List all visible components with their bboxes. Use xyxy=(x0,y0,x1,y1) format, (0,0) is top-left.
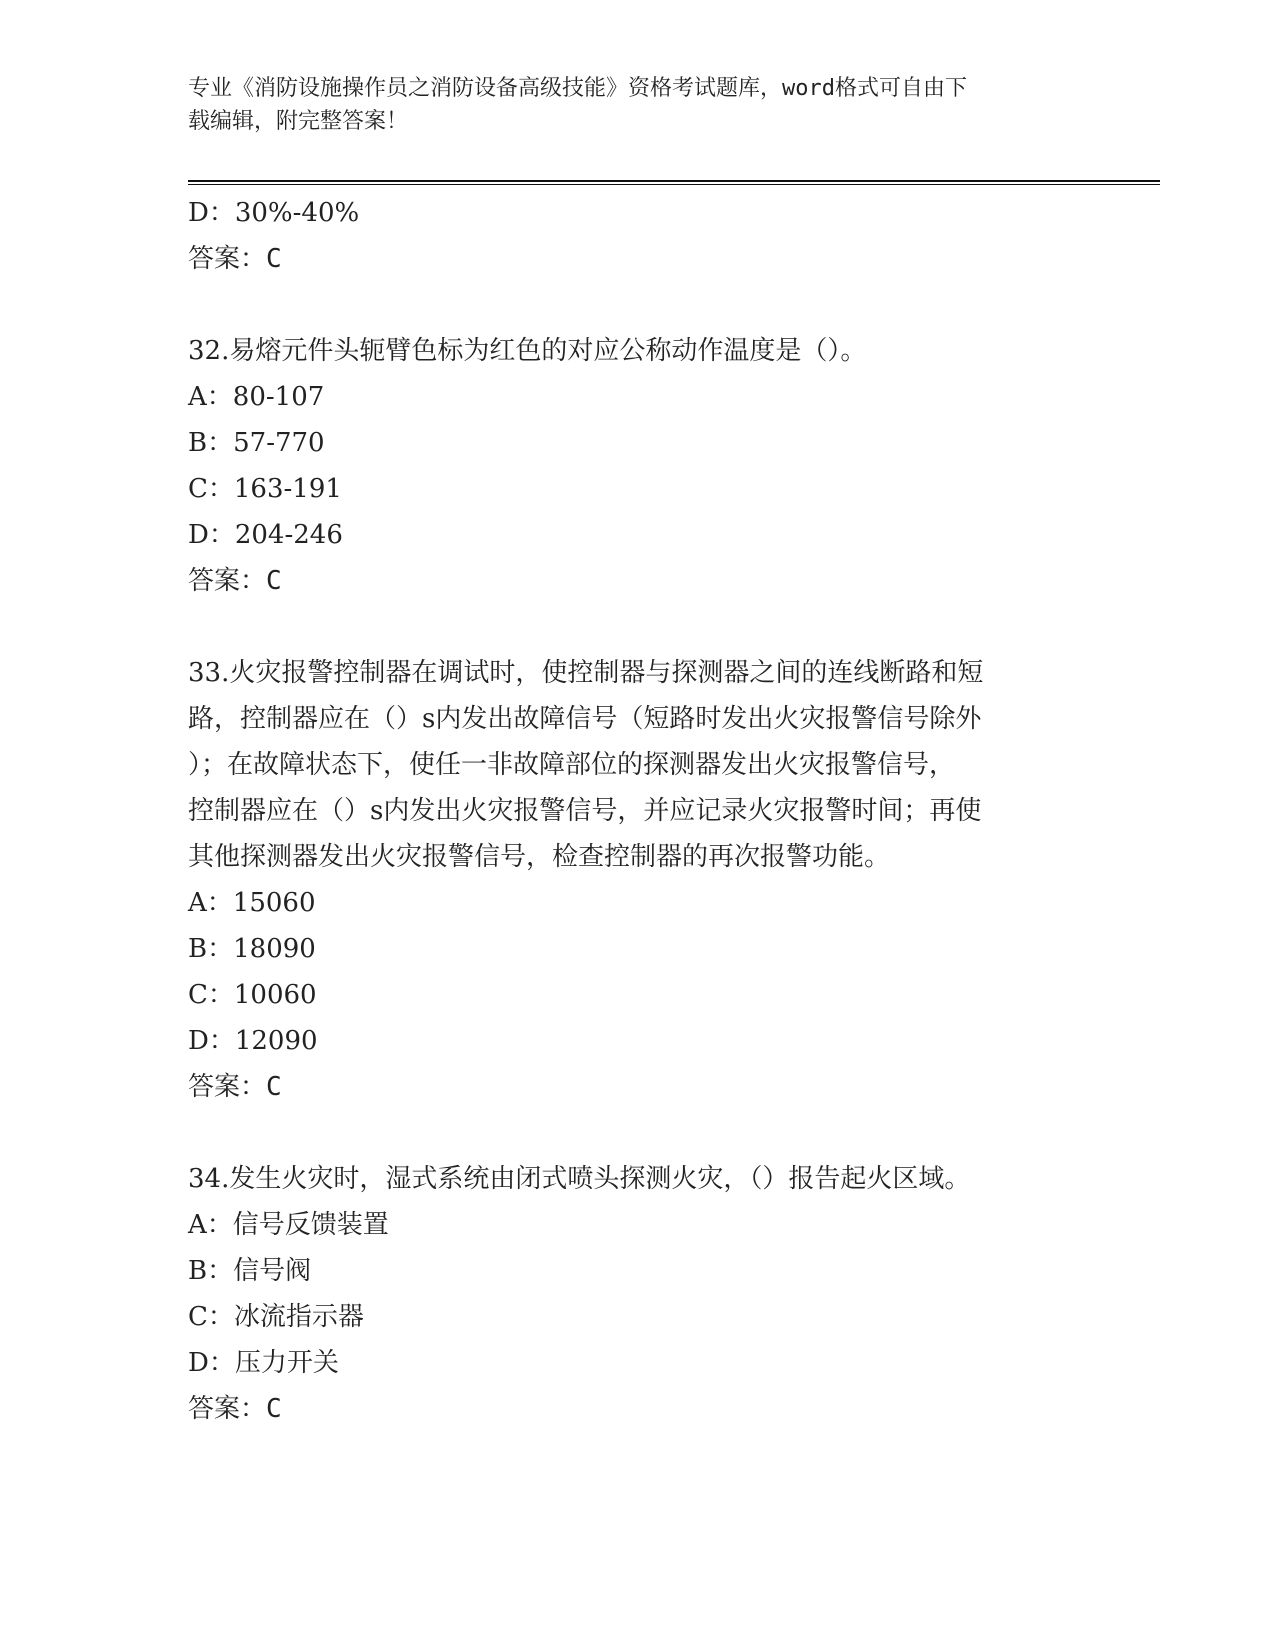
option-c: C：163-191 xyxy=(188,474,342,504)
option-d: D：压力开关 xyxy=(188,1348,339,1378)
answer: 答案：C xyxy=(188,1072,282,1102)
question-list xyxy=(188,190,1088,1432)
question-stem-line: 其他探测器发出火灾报警信号，检查控制器的再次报警功能。 xyxy=(188,842,891,872)
header-rule-thin xyxy=(188,184,1160,185)
option-a: A：80-107 xyxy=(188,382,325,412)
header-line-1: 专业《消防设施操作员之消防设备高级技能》资格考试题库，word格式可自由下 xyxy=(188,76,967,101)
page-header xyxy=(188,72,1088,138)
answer: 答案：C xyxy=(188,244,282,274)
option-d: D：30%-40% xyxy=(188,198,360,228)
option-a: A：15060 xyxy=(188,888,316,918)
option-b: B：57-770 xyxy=(188,428,325,458)
option-d: D：12090 xyxy=(188,1026,318,1056)
option-b: B：18090 xyxy=(188,934,316,964)
question-34 xyxy=(188,1156,1088,1432)
option-c: C：10060 xyxy=(188,980,317,1010)
option-b: B：信号阀 xyxy=(188,1256,312,1286)
header-rule xyxy=(188,180,1160,182)
question-stem: 32.易熔元件头轭臂色标为红色的对应公称动作温度是（）。 xyxy=(188,336,867,366)
header-line-2: 载编辑，附完整答案！ xyxy=(188,109,409,134)
question-stem-line: ）；在故障状态下，使任一非故障部位的探测器发出火灾报警信号， xyxy=(188,750,956,780)
option-a: A：信号反馈装置 xyxy=(188,1210,389,1240)
option-c: C：冰流指示器 xyxy=(188,1302,364,1332)
question-stem-line: 路，控制器应在（）s内发出故障信号（短路时发出火灾报警信号除外 xyxy=(188,704,982,734)
question-stem-line: 33.火灾报警控制器在调试时，使控制器与探测器之间的连线断路和短 xyxy=(188,658,984,688)
question-33 xyxy=(188,650,1088,1110)
question-stem-line: 控制器应在（）s内发出火灾报警信号，并应记录火灾报警时间；再使 xyxy=(188,796,982,826)
question-32 xyxy=(188,328,1088,604)
answer: 答案：C xyxy=(188,566,282,596)
question-stem: 34.发生火灾时，湿式系统由闭式喷头探测火灾，（）报告起火区域。 xyxy=(188,1164,971,1194)
option-d: D：204-246 xyxy=(188,520,343,550)
answer: 答案：C xyxy=(188,1394,282,1424)
